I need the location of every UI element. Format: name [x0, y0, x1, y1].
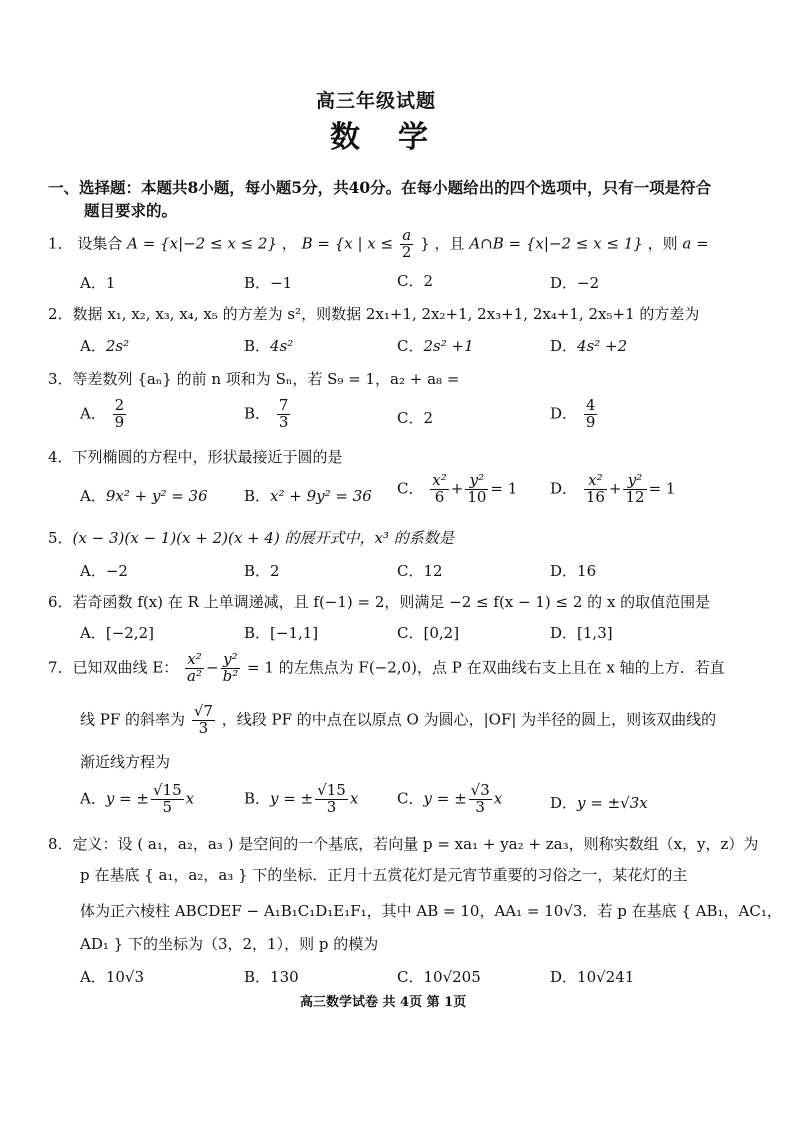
fraction-denominator: 2	[401, 242, 412, 261]
option-label: B．	[244, 789, 271, 808]
fraction-numerator: x²	[432, 471, 447, 489]
option-label: A．	[80, 624, 106, 642]
option-value: 10√205	[423, 968, 481, 986]
option-prefix: y = ±	[270, 789, 314, 808]
q6-option-c	[397, 622, 459, 643]
question-number: 1．	[48, 234, 73, 253]
q3-option-d	[550, 398, 599, 431]
q7-stem-a: 已知双曲线 E：	[72, 658, 179, 677]
option-fraction	[465, 473, 488, 506]
fraction-denominator: 3	[326, 797, 337, 816]
question-number: 2．	[48, 305, 73, 323]
option-prefix: y = ±	[423, 789, 467, 808]
fraction-numerator: y²	[465, 473, 488, 490]
question-number: 8．	[48, 835, 73, 853]
option-label: D．	[550, 404, 578, 423]
q3-option-c	[397, 407, 433, 428]
fraction-denominator: 9	[585, 412, 596, 431]
fraction-numerator: √15	[153, 781, 182, 799]
option-value: 2s² +1	[423, 337, 474, 355]
option-value: 1	[105, 274, 116, 292]
q1-set-b-prefix: B = {x | x ≤	[301, 234, 394, 253]
question-8	[48, 833, 758, 854]
q8-option-b	[244, 966, 299, 987]
fraction-numerator: x²	[185, 652, 204, 669]
option-fraction	[113, 398, 127, 431]
option-value: −2	[105, 562, 128, 580]
q7-line-3: 渐近线方程为	[80, 753, 171, 771]
fraction-numerator: a	[400, 228, 414, 245]
option-fraction	[430, 473, 448, 506]
option-value: −2	[577, 274, 600, 292]
exam-title: 数 学	[330, 120, 432, 155]
option-label: A．	[80, 789, 106, 808]
option-fraction	[469, 783, 492, 816]
q7-option-c	[397, 783, 502, 816]
option-label: C．	[397, 272, 424, 290]
fraction-denominator: 16	[585, 487, 605, 506]
fraction-numerator: x²	[584, 473, 607, 490]
q5-option-c	[397, 560, 443, 581]
option-label: C．	[397, 409, 424, 427]
q8-option-d	[550, 966, 634, 987]
q6-option-a	[80, 622, 154, 643]
option-value: 10√3	[105, 968, 145, 986]
option-label: D．	[550, 968, 578, 986]
q3-option-a	[80, 398, 128, 431]
option-label: A．	[80, 968, 106, 986]
fraction-denominator: 9	[114, 412, 125, 431]
fraction-numerator: y²	[623, 473, 646, 490]
q8-option-c	[397, 966, 481, 987]
q7-line2-b: ，线段 PF 的中点在以原点 O 为圆心，|OF| 为半径的圆上，则该双曲线的	[221, 710, 717, 729]
option-fraction	[151, 783, 184, 816]
option-label: A．	[80, 562, 106, 580]
q7-minus: −	[206, 658, 219, 677]
option-label: B．	[244, 968, 271, 986]
q7-line-2	[80, 704, 716, 737]
question-number: 7．	[48, 658, 73, 677]
option-suffix: x	[493, 789, 503, 808]
option-label: C．	[397, 968, 424, 986]
option-value: x² + 9y² = 36	[270, 487, 372, 505]
question-6	[48, 591, 710, 612]
option-label: C．	[397, 789, 424, 808]
option-label: B．	[244, 562, 271, 580]
option-value: [−2,2]	[105, 624, 154, 642]
option-value: 2	[270, 562, 280, 580]
option-label: D．	[550, 794, 578, 812]
fraction-denominator: 10	[467, 487, 487, 506]
option-value: [0,2]	[423, 624, 460, 642]
option-value: 16	[577, 562, 597, 580]
option-label: D．	[550, 274, 578, 292]
q4-stem: 下列椭圆的方程中，形状最接近于圆的是	[72, 448, 343, 466]
q2-option-b	[244, 335, 293, 356]
q6-option-b	[244, 622, 318, 643]
q4-option-a	[80, 485, 208, 506]
option-label: B．	[244, 624, 271, 642]
option-fraction	[584, 473, 607, 506]
q7-stem-b: = 1 的左焦点为 F(−2,0)，点 P 在双曲线右支上且在 x 轴的上方．若直	[247, 658, 725, 677]
fraction-denominator: 3	[198, 718, 209, 737]
section-heading-line1: 一、选择题：本题共8小题，每小题5分，共40分。在每小题给出的四个选项中，只有一项是符合	[48, 178, 712, 197]
q6-option-d	[550, 622, 613, 643]
page-footer: 高三数学试卷 共 4页 第 1页	[300, 995, 467, 1010]
question-7	[48, 652, 725, 685]
option-value: 10√241	[577, 968, 635, 986]
option-label: B．	[244, 337, 271, 355]
q1-option-d	[550, 272, 599, 293]
q1-set-b-fraction	[400, 228, 414, 261]
option-fraction	[315, 783, 348, 816]
exam-subtitle: 高三年级试题	[316, 90, 437, 112]
question-4	[48, 446, 343, 467]
option-label: B．	[244, 487, 271, 505]
q3-option-b	[244, 398, 292, 431]
q8-line-1: 定义：设 ( a₁，a₂，a₃ ) 是空间的一个基底，若向量 p = xa₁ + ya₂ + za₃，则称实数组（x，y，z）为	[72, 835, 759, 853]
fraction-denominator: b²	[222, 666, 239, 685]
option-value: −1	[270, 274, 293, 292]
q1-sep: ，	[281, 234, 297, 253]
fraction-denominator: 5	[162, 797, 173, 816]
q1-set-b-suffix: }	[420, 234, 430, 253]
q1-option-c	[397, 270, 433, 291]
option-label: A．	[80, 487, 106, 505]
fraction-denominator: 3	[278, 412, 289, 431]
q2-option-a	[80, 335, 129, 356]
fraction-numerator: √15	[317, 781, 346, 799]
question-number: 3．	[48, 370, 73, 388]
option-label: D．	[550, 624, 578, 642]
option-label: D．	[550, 479, 578, 498]
q8-option-a	[80, 966, 144, 987]
q4-option-b	[244, 485, 372, 506]
q5-option-a	[80, 560, 128, 581]
option-tail: = 1	[490, 479, 518, 498]
fraction-denominator: 12	[625, 487, 645, 506]
option-value: 2s²	[105, 337, 130, 355]
question-number: 5．	[48, 529, 73, 547]
fraction-numerator: 2	[114, 396, 125, 414]
fraction-numerator: y²	[221, 652, 241, 669]
question-number: 4．	[48, 448, 73, 466]
q7-slope-fraction	[192, 704, 215, 737]
fraction-numerator: √7	[193, 702, 213, 720]
option-label: C．	[397, 337, 424, 355]
option-label: A．	[80, 337, 106, 355]
option-prefix: y = ±	[105, 789, 149, 808]
q5-option-b	[244, 560, 280, 581]
q7-fraction-x	[185, 652, 204, 685]
option-label: C．	[397, 624, 424, 642]
q7-fraction-y	[221, 652, 241, 685]
q2-option-d	[550, 335, 627, 356]
option-value: 4s²	[270, 337, 294, 355]
section-heading-line2: 题目要求的。	[84, 201, 178, 220]
q1-option-b	[244, 272, 292, 293]
q2-stem: 数据 x₁, x₂, x₃, x₄, x₅ 的方差为 s²，则数据 2x₁+1, 2x₂+1, 2x₃+1, 2x₄+1, 2x₅+1 的方差为	[72, 305, 700, 323]
option-fraction	[277, 398, 291, 431]
fraction-denominator: a²	[187, 666, 203, 685]
q1-stem-b: ，且	[434, 234, 465, 253]
option-value: 130	[270, 968, 299, 986]
option-value: [−1,1]	[270, 624, 319, 642]
q8-line-3: 体为正六棱柱 ABCDEF − A₁B₁C₁D₁E₁F₁，其中 AB = 10，AA₁ = 10√3．若 p 在基底 { AB₁，AC₁，	[80, 902, 782, 920]
question-number: 6．	[48, 593, 73, 611]
option-value: 9x² + y² = 36	[105, 487, 208, 505]
q2-option-c	[397, 335, 474, 356]
option-label: A．	[80, 274, 106, 292]
fraction-denominator: 6	[434, 487, 445, 506]
option-suffix: x	[185, 789, 195, 808]
question-5	[48, 527, 454, 548]
fraction-numerator: 7	[278, 396, 289, 414]
q1-stem-a: 设集合	[77, 234, 123, 253]
q5-stem: (x − 3)(x − 1)(x + 2)(x + 4) 的展开式中，x³ 的系数是	[72, 529, 454, 547]
option-label: B．	[244, 404, 271, 423]
q7-line2-a: 线 PF 的斜率为	[80, 710, 186, 729]
option-fraction	[584, 398, 598, 431]
q8-line-4: AD₁ } 下的坐标为（3，2，1），则 p 的模为	[80, 935, 379, 953]
option-fraction	[623, 473, 646, 506]
q7-option-b	[244, 783, 358, 816]
option-label: A．	[80, 404, 106, 423]
q8-line-2: p 在基底 { a₁，a₂，a₃ } 下的坐标．正月十五赏花灯是元宵节重要的习俗之一，某花灯的主	[80, 866, 688, 884]
option-value: 12	[423, 562, 443, 580]
question-3	[48, 368, 459, 389]
q1-intersection: A∩B = {x|−2 ≤ x ≤ 1}	[469, 234, 643, 253]
option-label: B．	[244, 274, 271, 292]
option-suffix: x	[349, 789, 359, 808]
question-1	[48, 228, 709, 261]
q7-option-a	[80, 783, 194, 816]
q4-option-c: C． $\frac{\text{x²}}{6}$ + $\frac{\text{y²}}{10}$ = 1	[397, 471, 518, 506]
q1-stem-c: ，则	[647, 234, 678, 253]
fraction-numerator: 4	[585, 396, 596, 414]
fraction-numerator: √3	[470, 781, 490, 799]
q1-option-a	[80, 272, 115, 293]
q1-ask: a =	[682, 234, 709, 253]
fraction-denominator: 3	[475, 797, 485, 816]
option-value: 2	[423, 272, 434, 290]
q6-stem: 若奇函数 f(x) 在 R 上单调递减，且 f(−1) = 2，则满足 −2 ≤ f(x − 1) ≤ 2 的 x 的取值范围是	[72, 593, 711, 611]
option-label: D．	[550, 562, 578, 580]
option-tail: = 1	[648, 479, 676, 498]
option-label: C．	[397, 562, 424, 580]
q3-stem: 等差数列 {aₙ} 的前 n 项和为 Sₙ，若 S₉ = 1，a₂ + a₈ =	[72, 370, 460, 388]
q1-set-a: A = {x|−2 ≤ x ≤ 2}	[127, 234, 277, 253]
question-2	[48, 303, 699, 324]
option-value: 4s² +2	[577, 337, 628, 355]
option-value: 2	[423, 409, 434, 427]
q4-option-d: D． $\frac{\text{x²}}{16}$ + $\frac{\text{y²}}{12}$ = 1	[550, 471, 676, 506]
option-label: C．	[397, 479, 424, 498]
option-value: y = ±√3x	[577, 794, 648, 812]
q5-option-d	[550, 560, 596, 581]
option-label: D．	[550, 337, 578, 355]
option-value: [1,3]	[577, 624, 613, 642]
q7-option-d	[550, 792, 648, 813]
